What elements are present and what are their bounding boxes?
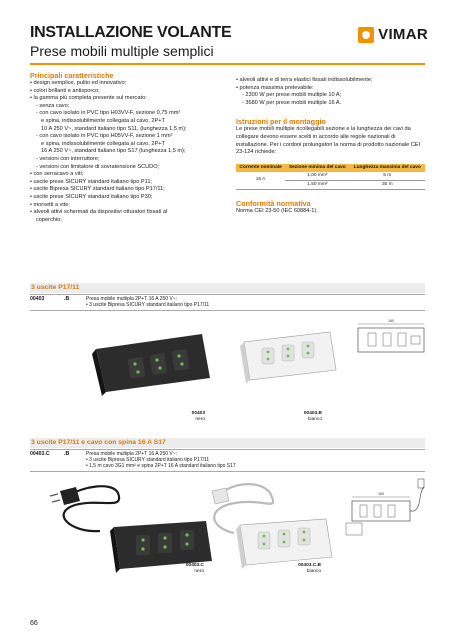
caption-black xyxy=(162,563,204,574)
feature-item: - versioni con interruttore; xyxy=(36,155,100,162)
table-header: Corrente nominale xyxy=(236,164,285,172)
compliance-text: Norma CEI 23-50 (IEC 60884-1). xyxy=(236,207,318,214)
feature-item: • uscite Bipresa SICURY standard italiano tipo P17/11; xyxy=(30,186,165,193)
table-header: Sezione minima del cavo xyxy=(285,164,349,172)
section2-images xyxy=(30,473,425,578)
feature-item: • alveoli attivi e di terra elastici fissati indissolubilmente; xyxy=(236,77,373,83)
caption-color: bianco xyxy=(306,568,321,574)
table-row xyxy=(236,172,425,181)
page-subtitle: Prese mobili multiple semplici xyxy=(30,43,214,59)
mounting-heading: Istruzioni per il montaggio xyxy=(236,117,326,127)
dimension-drawing xyxy=(358,324,424,352)
feature-item: • alveoli attivi schermati da dispositivi otturatori fissati al xyxy=(30,209,168,216)
product-code: 00403 xyxy=(30,296,45,302)
section-title: 3 uscite P17/11 xyxy=(31,284,80,291)
compliance-heading: Conformità normativa xyxy=(236,198,311,208)
feature-item: - versioni con limitatore di sovratensione SCUDO; xyxy=(36,163,160,170)
features-heading: Principali caratteristiche xyxy=(30,71,114,80)
caption-color: nero xyxy=(195,416,205,422)
table-header: Lunghezza massima del cavo xyxy=(350,164,425,172)
feature-item: - con cavo isolato in PVC tipo H03VV-F, sezione 0,75 mm² xyxy=(36,110,181,117)
feature-item: • potenza massima prelevabile: xyxy=(236,84,314,91)
feature-item: - 3680 W per prese mobili multiple 16 A. xyxy=(242,99,342,106)
white-socket-cable-image xyxy=(212,484,332,569)
feature-item: • la gamma più completa presente sul mercato: xyxy=(30,95,147,102)
feature-item: e spina, indissolubilmente collegata al cavo, 2P+T xyxy=(41,117,165,124)
features-list xyxy=(30,80,222,224)
caption-black xyxy=(165,411,205,422)
features-column xyxy=(30,71,222,224)
caption-color: bianco xyxy=(307,416,322,422)
dimension-drawing xyxy=(346,479,424,535)
dimension-label: 160 xyxy=(378,492,384,496)
product-code: 00403.C xyxy=(30,451,50,457)
feature-item: - con cavo isolato in PVC tipo H05VV-F, sezione 1 mm² xyxy=(36,133,173,140)
feature-item: • morsetti a vite; xyxy=(30,201,70,208)
black-socket-cable-image xyxy=(50,486,212,573)
feature-item: e spina, indissolubilmente collegata al cavo, 2P+T xyxy=(41,140,165,147)
feature-item: • con serracavo a viti; xyxy=(30,171,84,178)
desc-line: Presa mobile multipla 2P+T 16 A 250 V~: xyxy=(86,296,178,302)
desc-line: • 3 uscite Bipresa SICURY standard italiano tipo P17/11 xyxy=(86,302,210,309)
feature-item: - 2300 W per prese mobili multiple 10 A; xyxy=(242,92,342,99)
right-column xyxy=(236,77,425,215)
caption-white xyxy=(282,411,322,422)
feature-item: • uscite prese SICURY standard italiano tipo P30; xyxy=(30,193,153,200)
page-title: INSTALLAZIONE VOLANTE xyxy=(30,24,232,41)
section-title: 3 uscite P17/11 e cavo con spina 16 A S17 xyxy=(31,439,166,446)
page-number: 66 xyxy=(30,620,38,627)
table-cell: 16 A xyxy=(236,172,285,190)
section-band xyxy=(30,438,425,448)
black-socket-image xyxy=(92,334,210,396)
table-cell: 5 m xyxy=(350,172,425,181)
product-description xyxy=(86,451,236,470)
mounting-text: Le prese mobili multiple ricollegabili sezione e la lunghezza dei cavi da collegare devono essere scelti in accordo alle regole nazionali di installazione. Per i cordoni prolungatori la norma di prodotto nazionale CEI 23-124 richiede: xyxy=(236,126,421,156)
table-cell: 1,50 mm² xyxy=(285,180,349,189)
feature-item: coperchio; xyxy=(36,216,62,223)
caption-code: 00403.B xyxy=(303,411,322,416)
feature-item: • uscite prese SICURY standard italiano tipo P11; xyxy=(30,178,152,185)
caption-code: 00403.C.B xyxy=(298,563,321,568)
dimension-label: 160 xyxy=(388,319,394,323)
feature-item: • design semplice, pulito ed innovativo; xyxy=(30,80,127,86)
divider xyxy=(30,310,425,311)
vimar-logo-icon xyxy=(358,27,374,43)
brand-name: VIMAR xyxy=(378,26,428,43)
feature-item: • colori brillanti e antisporco; xyxy=(30,87,100,94)
feature-item: - senza cavo; xyxy=(36,102,70,109)
divider xyxy=(30,449,425,450)
section-band xyxy=(30,283,425,293)
desc-line: • 1,5 m cavo 3G1 mm² e spina 2P+T 16 A standard italiano tipo S17 xyxy=(86,463,236,470)
white-socket-image xyxy=(240,332,336,384)
section1-images xyxy=(30,312,425,422)
feature-item: 16 A 250 V~, standard italiano tipo S17 (lunghezza 1,5 m); xyxy=(41,148,186,155)
feature-item: 10 A 250 V~, standard italiano tipo S11, (lunghezza 1,5 m); xyxy=(41,125,187,132)
caption-code: 00403.C xyxy=(185,563,204,568)
product-variant: .B xyxy=(64,451,70,457)
header-divider xyxy=(30,63,425,65)
product-description xyxy=(86,296,209,308)
table-cell: 1,00 mm² xyxy=(285,172,349,181)
divider xyxy=(30,294,425,295)
cable-spec-table xyxy=(236,164,425,190)
caption-color: nero xyxy=(194,568,204,574)
brand-logo xyxy=(358,26,428,43)
table-cell: 30 m xyxy=(350,180,425,189)
desc-line: Presa mobile multipla 2P+T 16 A 250 V~: xyxy=(86,451,178,457)
caption-code: 00403 xyxy=(191,411,205,416)
product-variant: .B xyxy=(64,296,70,302)
caption-white xyxy=(275,563,321,574)
divider xyxy=(30,471,425,472)
features-list-continued xyxy=(236,77,425,107)
desc-line: • 3 uscite Bipresa SICURY standard italiano tipo P17/11 xyxy=(86,457,210,464)
